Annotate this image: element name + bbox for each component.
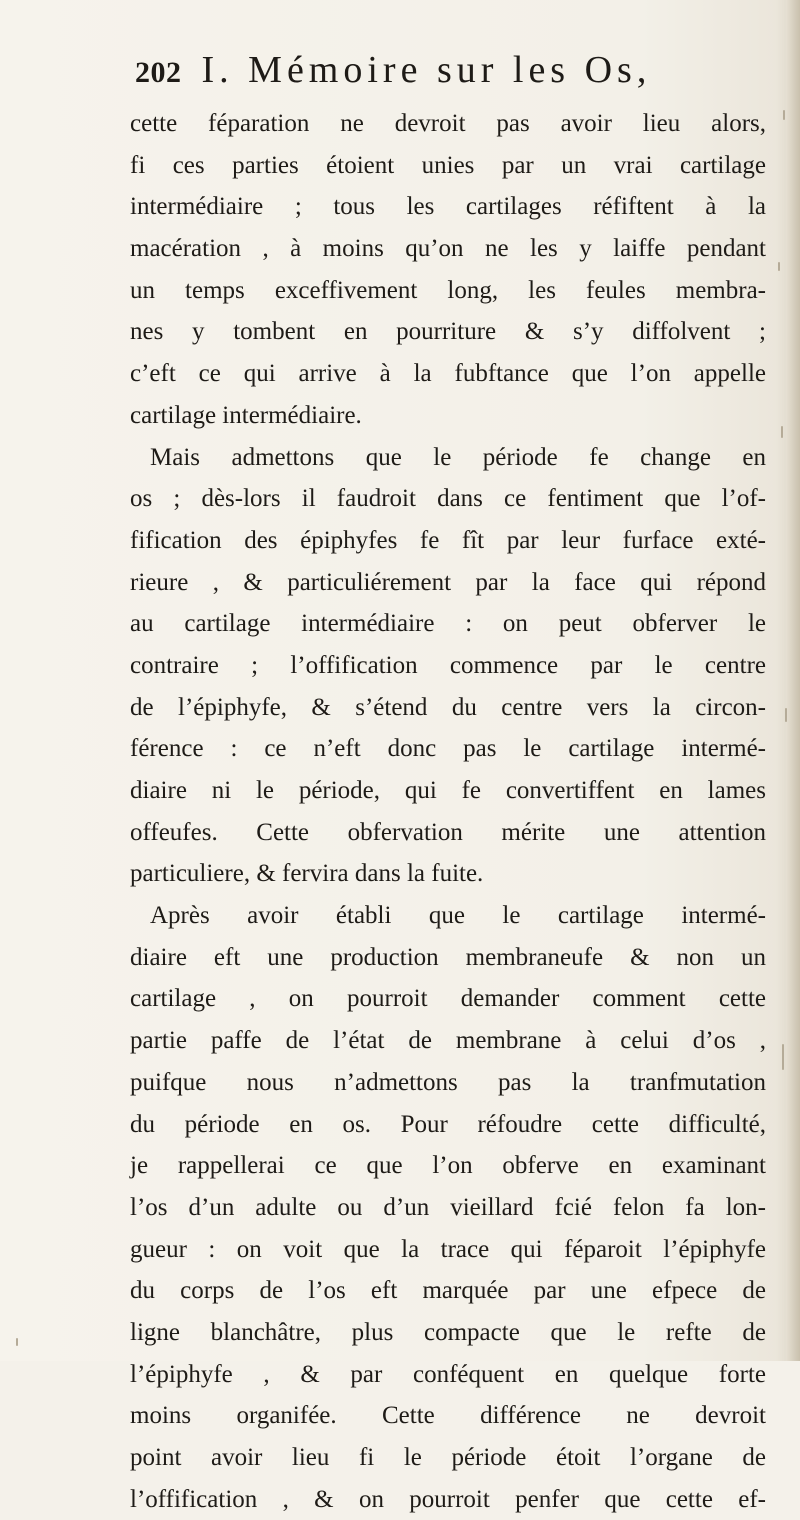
text-line: gueur : on voit que la trace qui féparoit l’épiphyfe xyxy=(130,1235,766,1263)
text-line: cette féparation ne devroit pas avoir lieu alors, xyxy=(130,110,766,137)
text-line: moins organifée. Cette différence ne devroit xyxy=(130,1402,766,1430)
paragraph-end-line: cartilage intermédiaire. xyxy=(130,401,362,429)
text-line: cartilage , on pourroit demander comment cette xyxy=(130,985,766,1013)
text-line: je rappellerai ce que l’on obferve en examinant xyxy=(130,1152,766,1180)
text-line: du corps de l’os eft marquée par une efpece de xyxy=(130,1277,766,1305)
text-line: l’épiphyfe , & par conféquent en quelque forte xyxy=(130,1360,766,1388)
text-line: partie paffe de l’état de membrane à celui d’os , xyxy=(130,1027,766,1055)
text-line: contraire ; l’offification commence par le centre xyxy=(130,651,766,679)
text-line: diaire eft une production membraneufe & non un xyxy=(130,943,766,971)
text-line: de l’épiphyfe, & s’étend du centre vers la circon- xyxy=(130,693,766,721)
text-line: nes y tombent en pourriture & s’y diffolvent ; xyxy=(130,318,766,346)
body-text xyxy=(130,103,766,1520)
text-line: rieure , & particuliérement par la face qui répond xyxy=(130,568,766,596)
text-line: fi ces parties étoient unies par un vrai cartilage xyxy=(130,151,766,179)
text-line: un temps exceffivement long, les feules membra- xyxy=(130,276,766,304)
text-line: offeufes. Cette obfervation mérite une attention xyxy=(130,818,766,846)
paragraph-end-line: particuliere, & fervira dans la fuite. xyxy=(130,860,484,888)
text-line: du période en os. Pour réfoudre cette difficulté, xyxy=(130,1110,766,1138)
running-head-title: I. Mémoire sur les Os, xyxy=(201,49,652,91)
page-edge-shadow xyxy=(786,0,800,1361)
paragraph-start-line: Mais admettons que le période fe change en xyxy=(150,443,766,471)
text-line: intermédiaire ; tous les cartilages réfiftent à la xyxy=(130,193,766,221)
text-line: puifque nous n’admettons pas la tranfmutation xyxy=(130,1068,766,1096)
text-line: os ; dès-lors il faudroit dans ce fentiment que l’of- xyxy=(130,485,766,513)
text-line: fification des épiphyfes fe fît par leur furface exté- xyxy=(130,526,766,554)
page-number: 202 xyxy=(135,56,182,89)
text-line: point avoir lieu fi le période étoit l’organe de xyxy=(130,1444,766,1471)
running-head xyxy=(135,48,735,100)
text-line: diaire ni le période, qui fe convertiffent en lames xyxy=(130,777,766,804)
text-line: au cartilage intermédiaire : on peut obferver le xyxy=(130,610,766,638)
text-line: l’offification , & on pourroit penfer que cette ef- xyxy=(130,1485,766,1513)
text-line: ligne blanchâtre, plus compacte que le refte de xyxy=(130,1318,766,1346)
text-line: c’eft ce qui arrive à la fubftance que l’on appelle xyxy=(130,360,766,388)
text-line: férence : ce n’eft donc pas le cartilage intermé- xyxy=(130,735,766,763)
text-line: macération , à moins qu’on ne les y laiffe pendant xyxy=(130,235,766,263)
text-line: l’os d’un adulte ou d’un vieillard fcié felon fa lon- xyxy=(130,1193,766,1221)
paragraph-start-line: Après avoir établi que le cartilage intermé- xyxy=(150,902,766,930)
